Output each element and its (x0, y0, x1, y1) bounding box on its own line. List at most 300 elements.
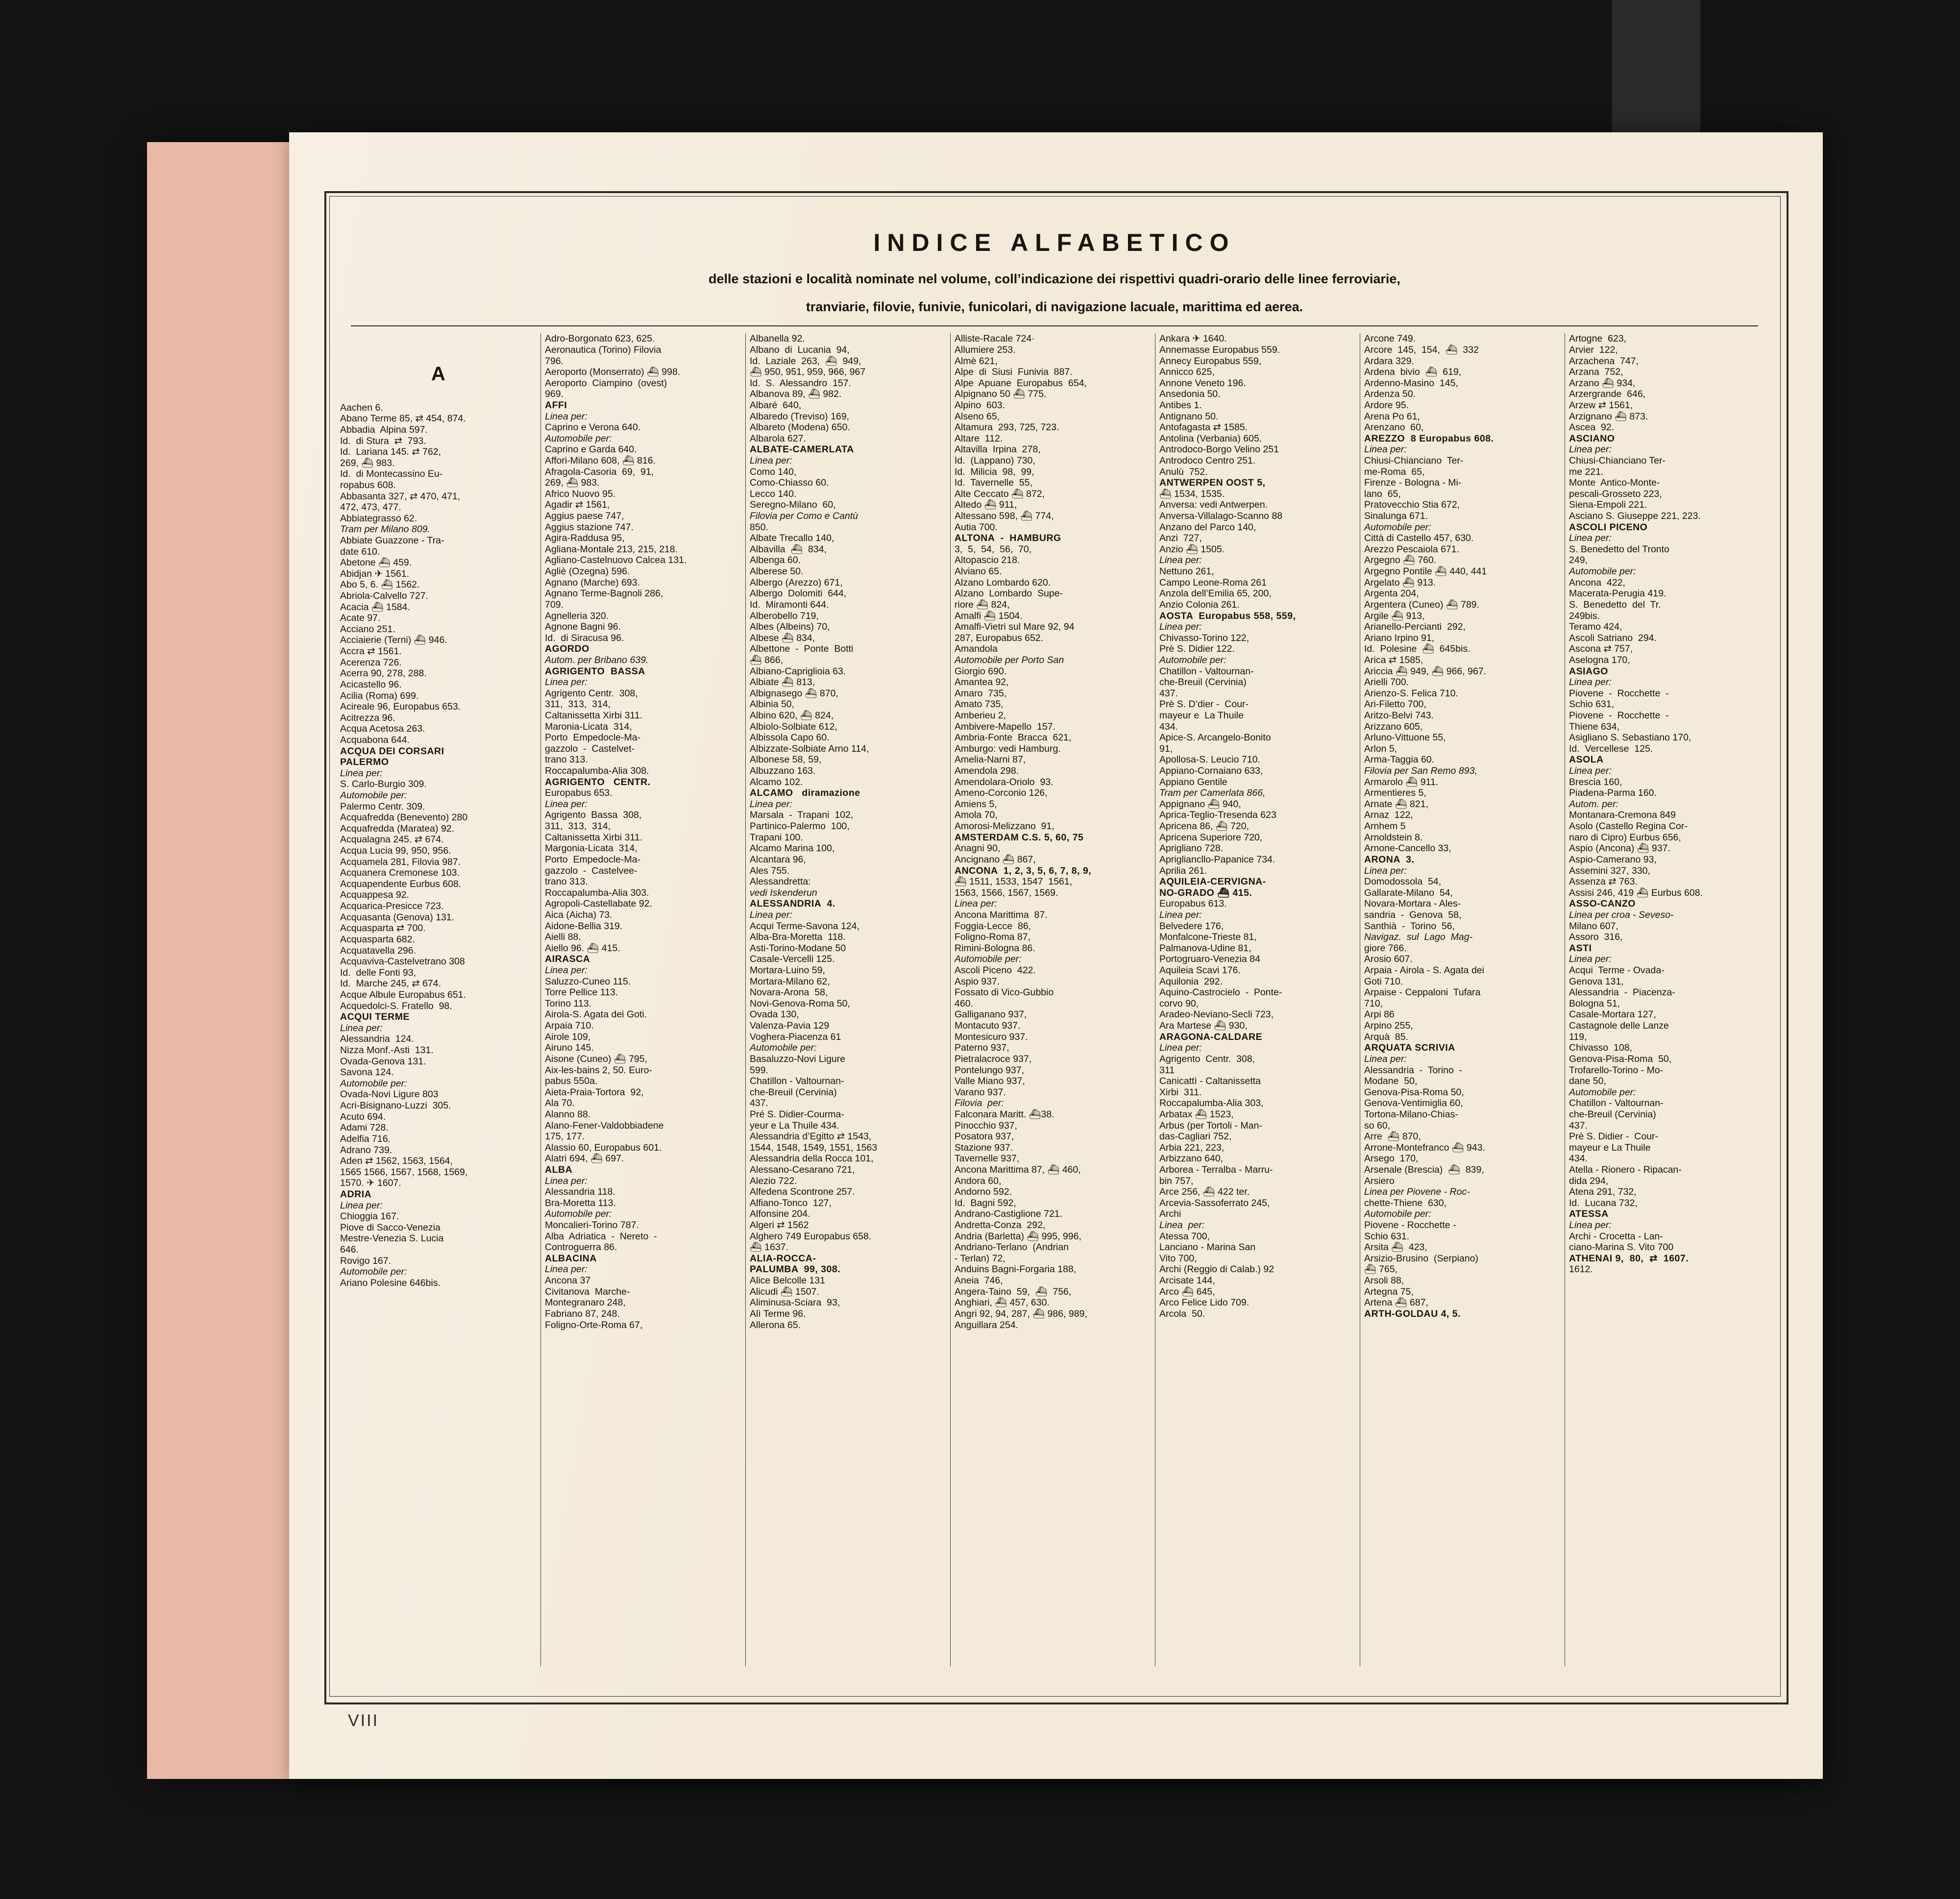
index-entry: ARTH-GOLDAU 4, 5. (1364, 1308, 1461, 1319)
index-entry: Alì Terme 96. (750, 1308, 806, 1319)
index-entry: Voghera-Piacenza 61 (750, 1031, 841, 1042)
index-entry: gazzolo - Castelvet- (545, 743, 635, 754)
index-entry: Argegno Pontile ⛴ 440, 441 (1364, 566, 1487, 577)
index-entry: Assemini 327, 330, (1569, 865, 1650, 876)
index-entry: Ovada-Genova 131. (340, 1056, 426, 1067)
index-entry: ALBACINA (545, 1253, 597, 1264)
index-entry: - Terlan) 72, (955, 1253, 1005, 1264)
index-entry: Arena Po 61, (1364, 411, 1420, 422)
index-entry: Appiano-Cornaiano 633, (1159, 765, 1263, 777)
index-entry: Linea per: (1569, 444, 1612, 455)
index-entry: Argentera (Cuneo) ⛴ 789. (1364, 599, 1480, 610)
index-entry: Anulù 752. (1159, 466, 1208, 477)
index-entry: ACQUA DEI CORSARI (340, 745, 444, 757)
index-entry: Caprino e Verona 640. (545, 422, 641, 433)
index-entry: Torre Pellice 113. (545, 987, 618, 998)
index-entry: Ascoli Satriano 294. (1569, 632, 1657, 643)
index-entry: Linea per: (1364, 444, 1407, 455)
index-entry: Schio 631, (1569, 699, 1615, 710)
index-entry: Arcone 749. (1364, 333, 1416, 345)
index-entry: Acireale 96, Europabus 653. (340, 701, 461, 713)
index-entry: Linea per croa - Seveso- (1569, 909, 1674, 920)
index-entry: Linea per: (1569, 765, 1612, 777)
index-entry: Andriano-Terlano (Andrian (955, 1242, 1069, 1253)
index-entry: Roccapalumba-Alia 303. (545, 887, 649, 898)
index-entry: Assenza ⇄ 763. (1569, 876, 1638, 888)
index-entry: Atena 291, 732, (1569, 1186, 1637, 1198)
index-entry: Arsita ⛴ 423, (1364, 1242, 1427, 1253)
index-entry: Acquamela 281, Filovia 987. (340, 856, 461, 867)
index-entry: Valenza-Pavia 129 (750, 1020, 830, 1032)
index-entry: Arosio 607. (1364, 954, 1413, 965)
index-entry: Linea per: (545, 411, 588, 422)
index-entry: Argenta 204, (1364, 588, 1419, 599)
index-entry: Ameno-Corconio 126, (955, 788, 1048, 799)
index-entry: Africo Nuovo 95. (545, 488, 616, 499)
index-entry: Novara-Mortara - Ales- (1364, 898, 1461, 910)
index-entry: sandria - Genova 58, (1364, 909, 1462, 920)
index-entry: Posatora 937, (955, 1131, 1014, 1142)
index-entry: 249, (1569, 555, 1588, 566)
index-entry: Arnone-Cancello 33, (1364, 843, 1451, 854)
index-entry: 1612. (1569, 1264, 1593, 1275)
index-entry: Apricena Superiore 720, (1159, 832, 1263, 843)
index-entry: Chiusi-Chianciano Ter- (1364, 455, 1464, 466)
index-entry: pabus 550a. (545, 1076, 598, 1087)
index-entry: Albano di Lucania 94, (750, 344, 850, 355)
index-entry: Canicattì - Caltanissetta (1159, 1076, 1261, 1087)
index-entry: Acquapendente Eurbus 608. (340, 878, 462, 889)
index-entry: 796. (545, 355, 564, 367)
index-entry: Andora 60, (955, 1175, 1002, 1186)
index-entry: Agadir ⇄ 1561, (545, 499, 610, 511)
index-entry: Pinocchio 937, (955, 1120, 1017, 1131)
index-entry: Altavilla Irpina 278, (955, 444, 1041, 455)
index-entry: Linea per: (1569, 533, 1612, 544)
index-entry: Montanara-Cremona 849 (1569, 810, 1676, 821)
index-entry: Arre ⛴ 870, (1364, 1131, 1421, 1142)
index-entry: Porto Empedocle-Ma- (545, 854, 641, 865)
index-entry: Amburgo: vedi Hamburg. (955, 743, 1061, 754)
index-entry: Airola-S. Agata dei Goti. (545, 1009, 647, 1020)
index-entry: Amelia-Narni 87, (955, 754, 1026, 765)
index-entry: Galliganano 937, (955, 1009, 1027, 1020)
index-entry: Acciano 251. (340, 623, 395, 635)
index-entry: Artena ⛴ 687, (1364, 1297, 1428, 1308)
index-entry: Albanella 92. (750, 333, 805, 345)
index-entry: Gallarate-Milano 54, (1364, 887, 1453, 898)
index-entry: Foligno-Roma 87, (955, 932, 1030, 943)
index-entry: Aggius paese 747, (545, 511, 624, 522)
index-entry: Linea per: (340, 1200, 383, 1211)
index-entry: Arlon 5, (1364, 743, 1397, 754)
index-entry: Saluzzo-Cuneo 115. (545, 976, 631, 987)
index-entry: Alghero 749 Europabus 658. (750, 1231, 872, 1242)
index-entry: AQUILEIA-CERVIGNA- (1159, 876, 1266, 888)
index-entry: chette-Thiene 630, (1364, 1197, 1447, 1208)
index-entry: Europabus 653. (545, 788, 612, 799)
index-entry: Chatillon - Valtournan- (1159, 666, 1254, 677)
index-entry: Aidone-Bellia 319. (545, 920, 623, 932)
index-entry: Amato 735, (955, 699, 1004, 710)
index-entry: Armentieres 5, (1364, 788, 1426, 799)
index-entry: Anduins Bagni-Forgaria 188, (955, 1264, 1077, 1275)
index-entry: 1544, 1548, 1549, 1551, 1563 (750, 1142, 878, 1153)
index-entry: Adro-Borgonato 623, 625. (545, 333, 655, 345)
index-entry: Id. (Lappano) 730, (955, 455, 1035, 466)
index-entry: Acate 97. (340, 613, 381, 624)
index-entry: vedi Iskenderun (750, 887, 817, 898)
index-entry: Novara-Arona 58, (750, 987, 828, 998)
index-entry: mayeur e La Thuile (1569, 1142, 1651, 1153)
index-entry: Arpino 255, (1364, 1020, 1413, 1032)
index-entry: Agnelleria 320. (545, 610, 609, 621)
index-entry: Autom. per: (1569, 798, 1618, 810)
index-entry: Anguillara 254. (955, 1319, 1019, 1331)
index-entry: Arbus (per Tortoli - Man- (1159, 1120, 1262, 1131)
index-entry: Automobile per: (1569, 1086, 1636, 1098)
index-entry: Aeronautica (Torino) Filovia (545, 344, 662, 355)
index-entry: Ancignano ⛴ 867, (955, 854, 1036, 865)
index-entry: AGRIGENTO BASSA (545, 666, 645, 677)
index-entry: Arco ⛴ 645, (1159, 1286, 1215, 1297)
index-entry: Arianello-Percianti 292, (1364, 621, 1466, 633)
index-entry: Aradeo-Neviano-Secli 723, (1159, 1009, 1274, 1020)
index-entry: Tram per Camerlata 866, (1159, 788, 1266, 799)
index-entry: dida 294, (1569, 1175, 1609, 1186)
index-entry: corvo 90, (1159, 998, 1199, 1009)
index-entry: Pratovecchio Stia 672, (1364, 499, 1460, 511)
index-entry: Aneia 746, (955, 1275, 1003, 1286)
index-entry: Linea per Piovene - Roc- (1364, 1186, 1470, 1198)
index-entry: 850. (750, 521, 768, 533)
index-entry: Fabriano 87, 248. (545, 1308, 620, 1319)
index-entry: Alessandria della Rocca 101, (750, 1153, 874, 1164)
index-entry: Monfalcone-Trieste 81, (1159, 932, 1257, 943)
index-entry: Antrodoco Centro 251. (1159, 455, 1256, 466)
index-entry: Caltanissetta Xirbi 311. (545, 832, 643, 843)
index-entry: Albiano-Capriglioia 63. (750, 666, 846, 677)
index-entry: Agliano-Castelnuovo Calcea 131. (545, 555, 687, 566)
index-entry: Alicudi ⛴ 1507. (750, 1286, 819, 1297)
index-entry: Albuzzano 163. (750, 765, 816, 777)
index-entry: Ovada-Novi Ligure 803 (340, 1089, 439, 1100)
index-entry: Europabus 613. (1159, 898, 1227, 910)
index-entry: Porto Empedocle-Ma- (545, 732, 641, 743)
index-entry: ANTWERPEN OOST 5, (1159, 477, 1266, 489)
index-entry: Id. Marche 245, ⇄ 674. (340, 978, 441, 989)
index-entry: Arquà 85. (1364, 1031, 1408, 1042)
index-entry: Chatillon - Valtournan- (750, 1076, 844, 1087)
index-column (746, 333, 951, 1666)
index-entry: Aden ⇄ 1562, 1563, 1564, (340, 1156, 453, 1167)
index-entry: Amalfi-Vietri sul Mare 92, 94 (955, 621, 1075, 633)
index-entry: Albiolo-Solbiate 612, (750, 721, 837, 732)
index-entry: ALIA-ROCCA- (750, 1253, 816, 1264)
index-entry: PALERMO (340, 757, 389, 768)
index-entry: Acquasparta 682. (340, 934, 415, 945)
index-entry: Amandola (955, 643, 998, 655)
index-entry: Antrodoco-Borgo Velino 251 (1159, 444, 1279, 455)
index-entry: Varano 937. (955, 1086, 1006, 1098)
index-entry: Linea per: (955, 898, 997, 910)
index-entry: Automobile per: (1159, 654, 1226, 666)
index-entry: Annone Veneto 196. (1159, 377, 1246, 389)
index-entry: Arcore 145, 154, ⛴ 332 (1364, 344, 1479, 355)
index-entry: Ambivere-Mapello 157. (955, 721, 1055, 732)
index-entry: Aspio 937. (955, 976, 1000, 987)
index-entry: Rovigo 167. (340, 1255, 392, 1266)
index-entry: Albareto (Modena) 650. (750, 422, 850, 433)
index-entry: Chatillon - Valtournan- (1569, 1098, 1664, 1109)
index-entry: Alfedena Scontrone 257. (750, 1186, 855, 1198)
index-entry: S. Carlo-Burgio 309. (340, 779, 427, 790)
index-entry: 599. (750, 1064, 768, 1076)
index-entry: ⛴ 1637. (750, 1242, 788, 1253)
index-entry: Agrigento Bassa 308, (545, 810, 642, 821)
index-entry: Casale-Mortara 127, (1569, 1009, 1656, 1020)
index-entry: Asciano S. Giuseppe 221, 223. (1569, 511, 1701, 522)
index-entry: Alberese 50. (750, 566, 804, 577)
index-entry: Aggius stazione 747. (545, 521, 634, 533)
index-entry: Alpe Apuane Europabus 654, (955, 377, 1087, 389)
index-entry: Allumiere 253. (955, 344, 1016, 355)
index-entry: giore 766. (1364, 942, 1407, 954)
index-entry: Sinalunga 671. (1364, 511, 1428, 522)
index-entry: Arzew ⇄ 1561, (1569, 399, 1633, 411)
index-entry: Alatri 694, ⛴ 697. (545, 1153, 624, 1164)
index-entry: Teramo 424, (1569, 621, 1622, 633)
index-entry: Torino 113. (545, 998, 592, 1009)
index-entry: Arpaise - Ceppaloni Tufara (1364, 987, 1481, 998)
index-entry: Seregno-Milano 60, (750, 499, 836, 511)
index-entry: 311 (1159, 1064, 1175, 1076)
index-entry: dane 50, (1569, 1076, 1606, 1087)
index-entry: Pré S. Didier-Courma- (750, 1109, 844, 1120)
index-entry: Lanciano - Marina San (1159, 1242, 1256, 1253)
index-entry: Alte Ceccato ⛴ 872, (955, 488, 1045, 499)
index-entry: Arpaia - Airola - S. Agata dei (1364, 965, 1484, 976)
index-entry: AMSTERDAM C.S. 5, 60, 75 (955, 832, 1084, 843)
index-entry: Alessandretta: (750, 876, 811, 888)
index-entry: Allerona 65. (750, 1319, 801, 1331)
index-entry: Albonese 58, 59, (750, 754, 822, 765)
index-entry: 249bis. (1569, 610, 1600, 621)
index-entry: Albenga 60. (750, 555, 801, 566)
index-entry: Amiens 5, (955, 798, 997, 810)
index-entry: Foggia-Lecce 86, (955, 920, 1031, 932)
index-entry: Agrigento Centr. 308, (545, 688, 638, 699)
index-entry: Albaredo (Treviso) 169, (750, 411, 850, 422)
index-entry: 175, 177. (545, 1131, 585, 1142)
index-entry: ciano-Marina S. Vito 700 (1569, 1242, 1674, 1253)
index-entry: Agnano Terme-Bagnoli 286, (545, 588, 663, 599)
index-entry: Automobile per: (545, 433, 612, 444)
index-entry: ATHENAI 9, 80, ⇄ 1607. (1569, 1253, 1689, 1264)
index-entry: Albignasego ⛴ 870, (750, 688, 838, 699)
index-entry: Antolina (Verbania) 605. (1159, 433, 1262, 444)
index-entry: Acacia ⛴ 1584. (340, 601, 410, 613)
index-entry: Acquafredda (Benevento) 280 (340, 812, 468, 823)
index-entry: Aisone (Cuneo) ⛴ 795, (545, 1053, 648, 1064)
index-entry: Alzano Lombardo 620. (955, 577, 1051, 588)
index-entry: Ariccia ⛴ 949, ⛴ 966, 967. (1364, 666, 1486, 677)
index-entry: Asolo (Castello Regina Cor- (1569, 821, 1688, 832)
index-entry: AIRASCA (545, 954, 590, 965)
index-entry: 1570. ✈ 1607. (340, 1178, 401, 1189)
index-entry: Aprica-Teglio-Tresenda 623 (1159, 810, 1276, 821)
index-column (541, 333, 746, 1666)
index-entry: Albes (Albeins) 70, (750, 621, 830, 633)
index-entry: Arsoli 88, (1364, 1275, 1404, 1286)
index-entry: Città di Castello 457, 630. (1364, 533, 1474, 544)
index-entry: Arsego 170, (1364, 1153, 1419, 1164)
index-entry: Aiello 96. ⛴ 415. (545, 942, 620, 954)
index-entry: Amalfi ⛴ 1504. (955, 610, 1023, 621)
index-entry: Acitrezza 96. (340, 712, 395, 723)
index-entry: Anzio ⛴ 1505. (1159, 543, 1225, 555)
index-entry: 969. (545, 389, 564, 400)
index-entry: Tortona-Milano-Chias- (1364, 1109, 1458, 1120)
index-entry: Ansedonia 50. (1159, 389, 1221, 400)
index-entry: Palmanova-Udine 81, (1159, 942, 1251, 954)
index-entry: Aliminusa-Sciara 93, (750, 1297, 840, 1308)
index-entry: Albergo (Arezzo) 671, (750, 577, 843, 588)
index-entry: Annemasse Europabus 559. (1159, 344, 1280, 355)
index-entry: Lecco 140. (750, 488, 797, 499)
index-entry: Almè 621, (955, 355, 998, 367)
index-entry: Chivasso 108, (1569, 1042, 1632, 1054)
index-entry: Id. Tavernelle 55, (955, 477, 1032, 489)
index-entry: Goti 710. (1364, 976, 1403, 987)
index-entry: Arzergrande 646, (1569, 389, 1646, 400)
index-entry: Abbadia Alpina 597. (340, 424, 428, 435)
index-entry: me-Roma 65, (1364, 466, 1425, 477)
index-entry: S. Benedetto del Tr. (1569, 599, 1661, 610)
index-entry: Alezio 722. (750, 1175, 797, 1186)
index-entry: Aspio-Camerano 93, (1569, 854, 1657, 865)
index-entry: Aquileia Scavi 176. (1159, 965, 1241, 976)
index-entry: Arpaia 710. (545, 1020, 594, 1032)
index-entry: Alessandria 124. (340, 1034, 414, 1045)
index-entry: Roccapalumba-Alia 308. (545, 765, 649, 777)
index-entry: Modane 50, (1364, 1076, 1418, 1087)
index-entry: Linea per: (1159, 621, 1202, 633)
index-entry: 269, ⛴ 983. (545, 477, 600, 489)
index-entry: Arsizio-Brusino (Serpiano) (1364, 1253, 1479, 1264)
index-entry: Acerenza 726. (340, 657, 402, 668)
index-entry: date 610. (340, 546, 380, 557)
index-entry: Archi (1159, 1208, 1181, 1220)
index-entry: Aspio (Ancona) ⛴ 937. (1569, 843, 1670, 854)
index-entry: riore ⛴ 824, (955, 599, 1010, 610)
index-entry: Aselogna 170, (1569, 654, 1630, 666)
index-entry: lano 65, (1364, 488, 1401, 499)
index-entry: Navigaz. sul Lago Mag- (1364, 932, 1473, 943)
index-entry: Mestre-Venezia S. Lucia (340, 1233, 444, 1244)
index-entry: Alanno 88. (545, 1109, 591, 1120)
index-entry: Ascoli Piceno 422. (955, 965, 1036, 976)
index-entry: Amberieu 2, (955, 710, 1006, 721)
index-entry: Arrone-Montefranco ⛴ 943. (1364, 1142, 1485, 1153)
index-entry: Alessandria d’Egitto ⇄ 1543, (750, 1131, 872, 1142)
index-entry: Id. Bagni 592, (955, 1197, 1016, 1208)
index-entry: Arbia 221, 223, (1159, 1142, 1225, 1153)
index-entry: Asigliano S. Sebastiano 170, (1569, 732, 1691, 743)
index-entry: Linea per: (340, 1022, 383, 1034)
index-entry: Alpino 603. (955, 399, 1005, 411)
index-entry: ADRIA (340, 1188, 372, 1200)
index-entry: ATESSA (1569, 1208, 1609, 1220)
index-entry: Automobile per: (1569, 566, 1636, 577)
index-entry: Acciaierie (Terni) ⛴ 946. (340, 635, 447, 646)
index-entry: Tavernelle 937, (955, 1153, 1020, 1164)
index-entry: Foligno-Orte-Roma 67, (545, 1319, 643, 1331)
index-entry: Ardore 95. (1364, 399, 1409, 411)
index-entry: ⛴ 1534, 1535. (1159, 488, 1225, 499)
index-entry: ALCAMO diramazione (750, 788, 860, 799)
index-entry: Ancona Marittima 87, ⛴ 460, (955, 1164, 1081, 1175)
index-entry: 437. (1569, 1120, 1588, 1131)
index-entry: Amaro 735, (955, 688, 1007, 699)
index-entry: Antibes 1. (1159, 399, 1202, 411)
index-entry: Linea per: (545, 1264, 588, 1275)
index-entry: Linea per: (750, 798, 792, 810)
index-entry: Macerata-Perugia 419. (1569, 588, 1666, 599)
index-entry: ALBA (545, 1164, 573, 1175)
index-column (336, 333, 541, 1666)
index-entry: Monte Antico-Monte- (1569, 477, 1660, 489)
index-entry: Tram per Milano 809. (340, 524, 430, 535)
index-entry: Abbiate Guazzone - Tra- (340, 535, 444, 546)
index-entry: Fossato di Vico-Gubbio (955, 987, 1054, 998)
index-entry: Pontelungo 937, (955, 1064, 1025, 1076)
index-entry: 437. (750, 1098, 768, 1109)
index-entry: Antignano 50. (1159, 411, 1219, 422)
index-entry: Agliè (Ozegna) 596. (545, 566, 630, 577)
index-entry: ARAGONA-CALDARE (1159, 1031, 1263, 1042)
index-entry: ALBATE-CAMERLATA (750, 444, 854, 455)
index-entry: Argile ⛴ 913, (1364, 610, 1425, 621)
index-entry: Acquarica-Presicce 723. (340, 901, 444, 912)
index-entry: Adami 728. (340, 1122, 389, 1134)
index-entry: Montacuto 937. (955, 1020, 1021, 1032)
index-entry: Artegna 75, (1364, 1286, 1414, 1297)
index-entry: Abbasanta 327, ⇄ 470, 471, (340, 491, 461, 502)
index-entry: Albavilla ⛴ 834, (750, 543, 827, 555)
index-entry: Mortara-Luino 59, (750, 965, 825, 976)
index-column (1360, 333, 1565, 1666)
index-entry: Civitanova Marche- (545, 1286, 630, 1297)
index-entry: Basaluzzo-Novi Ligure (750, 1053, 846, 1064)
index-entry: Albanova 89, ⛴ 982. (750, 389, 842, 400)
index-entry: Argelato ⛴ 913. (1364, 577, 1436, 588)
index-entry: Nizza Monf.-Asti 131. (340, 1045, 434, 1056)
index-entry: Genova-Pisa-Roma 50, (1569, 1053, 1672, 1064)
index-entry: Arsiero (1364, 1175, 1395, 1186)
index-entry: Id. Miramonti 644. (750, 599, 829, 610)
index-entry: Airuno 145. (545, 1042, 594, 1054)
index-entry: Albaré 640, (750, 399, 802, 411)
index-entry: 311, 313, 314, (545, 699, 611, 710)
index-entry: Acilia (Roma) 699. (340, 690, 419, 701)
index-entry: Automobile per: (1364, 521, 1431, 533)
index-entry: Linea per: (1159, 555, 1202, 566)
index-entry: Arzignano ⛴ 873. (1569, 411, 1648, 422)
index-entry: Andretta-Conza 292, (955, 1220, 1046, 1231)
index-entry: mayeur e La Thuile (1159, 710, 1244, 721)
index-entry: Agira-Raddusa 95, (545, 533, 625, 544)
